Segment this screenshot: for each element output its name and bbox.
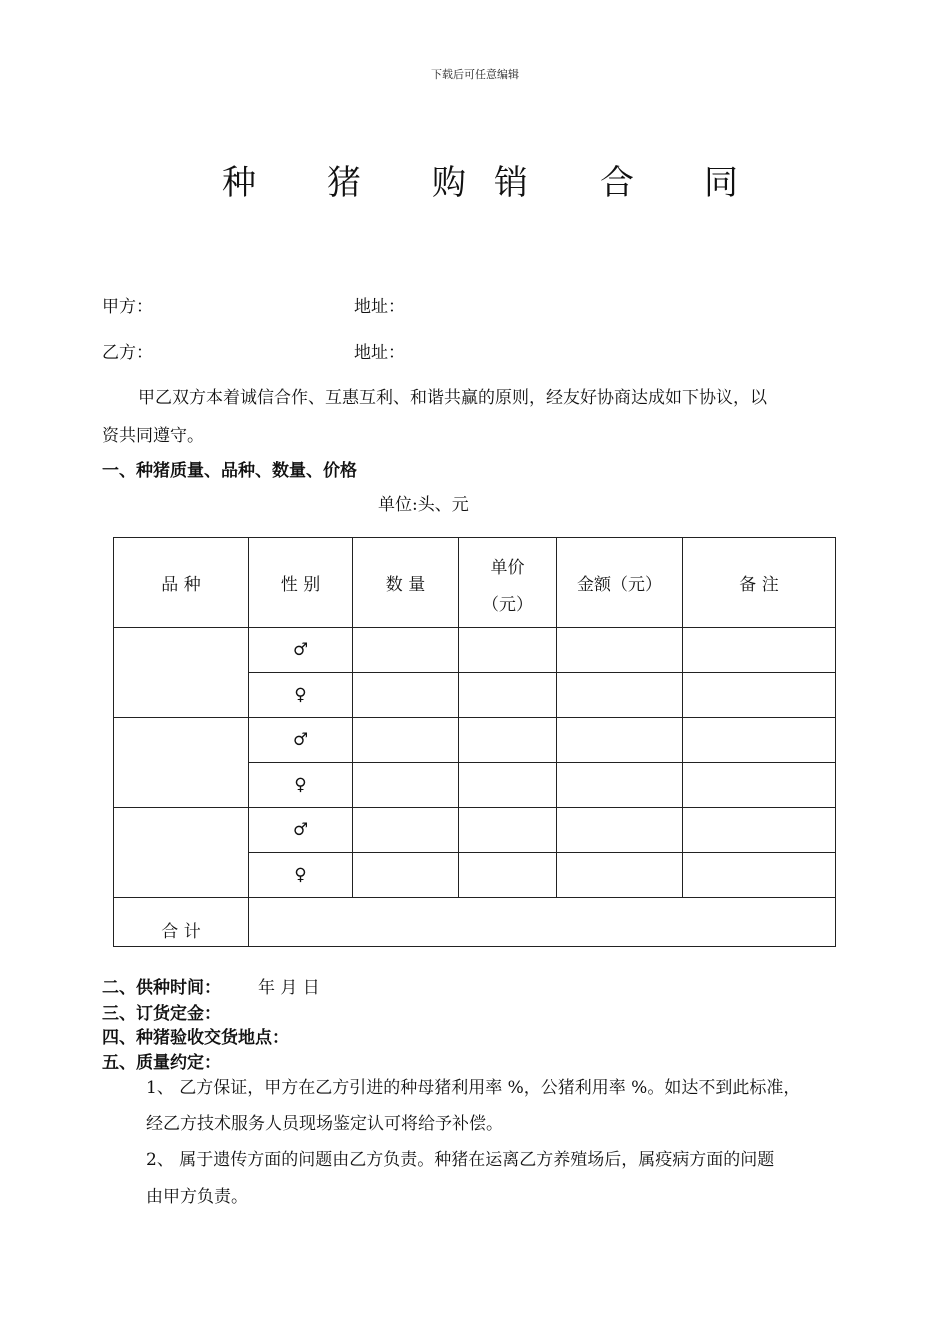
supply-date: 年 月 日 — [258, 978, 320, 998]
header-unit-price-line1: 单价 — [490, 557, 525, 578]
header-amount: 金额（元） — [557, 538, 683, 628]
amount-cell[interactable] — [557, 763, 683, 808]
breed-cell[interactable] — [114, 718, 249, 808]
remark-cell[interactable] — [683, 628, 836, 673]
section-heading-4: 四、种猪验收交货地点： — [102, 1028, 289, 1048]
section-heading-5: 五、质量约定： — [102, 1053, 221, 1073]
remark-cell[interactable] — [683, 853, 836, 898]
title-char: 合 — [600, 163, 634, 203]
male-sex-cell: ♂ — [249, 718, 353, 763]
clause-1-line2: 经乙方技术服务人员现场鉴定认可将给予补偿。 — [146, 1114, 503, 1134]
quantity-cell[interactable] — [353, 673, 459, 718]
goods-table — [113, 537, 836, 947]
amount-cell[interactable] — [557, 718, 683, 763]
title-char: 种 — [222, 163, 256, 203]
title-char: 同 — [704, 163, 738, 203]
header-breed: 品 种 — [114, 538, 249, 628]
title-char: 猪 — [327, 163, 361, 203]
title-char: 购 — [432, 163, 466, 203]
quantity-cell[interactable] — [353, 763, 459, 808]
header-unit-price-line2: （元） — [482, 594, 533, 615]
party-a-label: 甲方： — [102, 297, 153, 317]
unit-price-cell[interactable] — [459, 628, 557, 673]
section-heading-3: 三、订货定金： — [102, 1004, 221, 1024]
title-char: 销 — [494, 163, 528, 203]
document-title — [0, 155, 950, 205]
intro-paragraph-line2: 资共同遵守。 — [102, 426, 204, 446]
remark-cell[interactable] — [683, 763, 836, 808]
party-b-address-label: 地址： — [354, 343, 405, 363]
female-sex-cell: ♀ — [249, 763, 353, 808]
header-unit-price — [459, 538, 557, 628]
table-header-row — [114, 538, 836, 628]
quantity-cell[interactable] — [353, 718, 459, 763]
unit-note: 单位:头、元 — [378, 495, 469, 515]
table-row — [114, 718, 836, 763]
unit-price-cell[interactable] — [459, 718, 557, 763]
table-row — [114, 808, 836, 853]
remark-cell[interactable] — [683, 673, 836, 718]
quantity-cell[interactable] — [353, 853, 459, 898]
header-quantity: 数 量 — [353, 538, 459, 628]
clause-2-line2: 由甲方负责。 — [146, 1187, 248, 1207]
remark-cell[interactable] — [683, 808, 836, 853]
clause-2-line1: 2、 属于遗传方面的问题由乙方负责。种猪在运离乙方养殖场后，属疫病方面的问题 — [146, 1150, 775, 1170]
male-sex-cell: ♂ — [249, 628, 353, 673]
unit-price-cell[interactable] — [459, 673, 557, 718]
unit-price-cell[interactable] — [459, 808, 557, 853]
section-heading-2: 二、供种时间： — [102, 978, 221, 998]
table-total-row — [114, 898, 836, 947]
breed-cell[interactable] — [114, 808, 249, 898]
table-row — [114, 628, 836, 673]
party-a-address-label: 地址： — [354, 297, 405, 317]
quantity-cell[interactable] — [353, 628, 459, 673]
female-sex-cell: ♀ — [249, 673, 353, 718]
unit-price-cell[interactable] — [459, 853, 557, 898]
remark-cell[interactable] — [683, 718, 836, 763]
female-sex-cell: ♀ — [249, 853, 353, 898]
header-note: 下载后可任意编辑 — [431, 68, 519, 81]
amount-cell[interactable] — [557, 808, 683, 853]
intro-paragraph-line1: 甲乙双方本着诚信合作、互惠互利、和谐共赢的原则，经友好协商达成如下协议，以 — [138, 388, 767, 408]
clause-1-line1: 1、 乙方保证，甲方在乙方引进的种母猪利用率 %，公猪利用率 %。如达不到此标准， — [146, 1078, 801, 1098]
party-b-label: 乙方： — [102, 343, 153, 363]
male-sex-cell: ♂ — [249, 808, 353, 853]
breed-cell[interactable] — [114, 628, 249, 718]
unit-price-cell[interactable] — [459, 763, 557, 808]
amount-cell[interactable] — [557, 673, 683, 718]
section-heading-1: 一、种猪质量、品种、数量、价格 — [102, 461, 357, 481]
amount-cell[interactable] — [557, 853, 683, 898]
header-remark: 备 注 — [683, 538, 836, 628]
total-value-cell[interactable] — [249, 898, 836, 947]
amount-cell[interactable] — [557, 628, 683, 673]
header-sex: 性 别 — [249, 538, 353, 628]
quantity-cell[interactable] — [353, 808, 459, 853]
total-label: 合 计 — [114, 898, 249, 947]
